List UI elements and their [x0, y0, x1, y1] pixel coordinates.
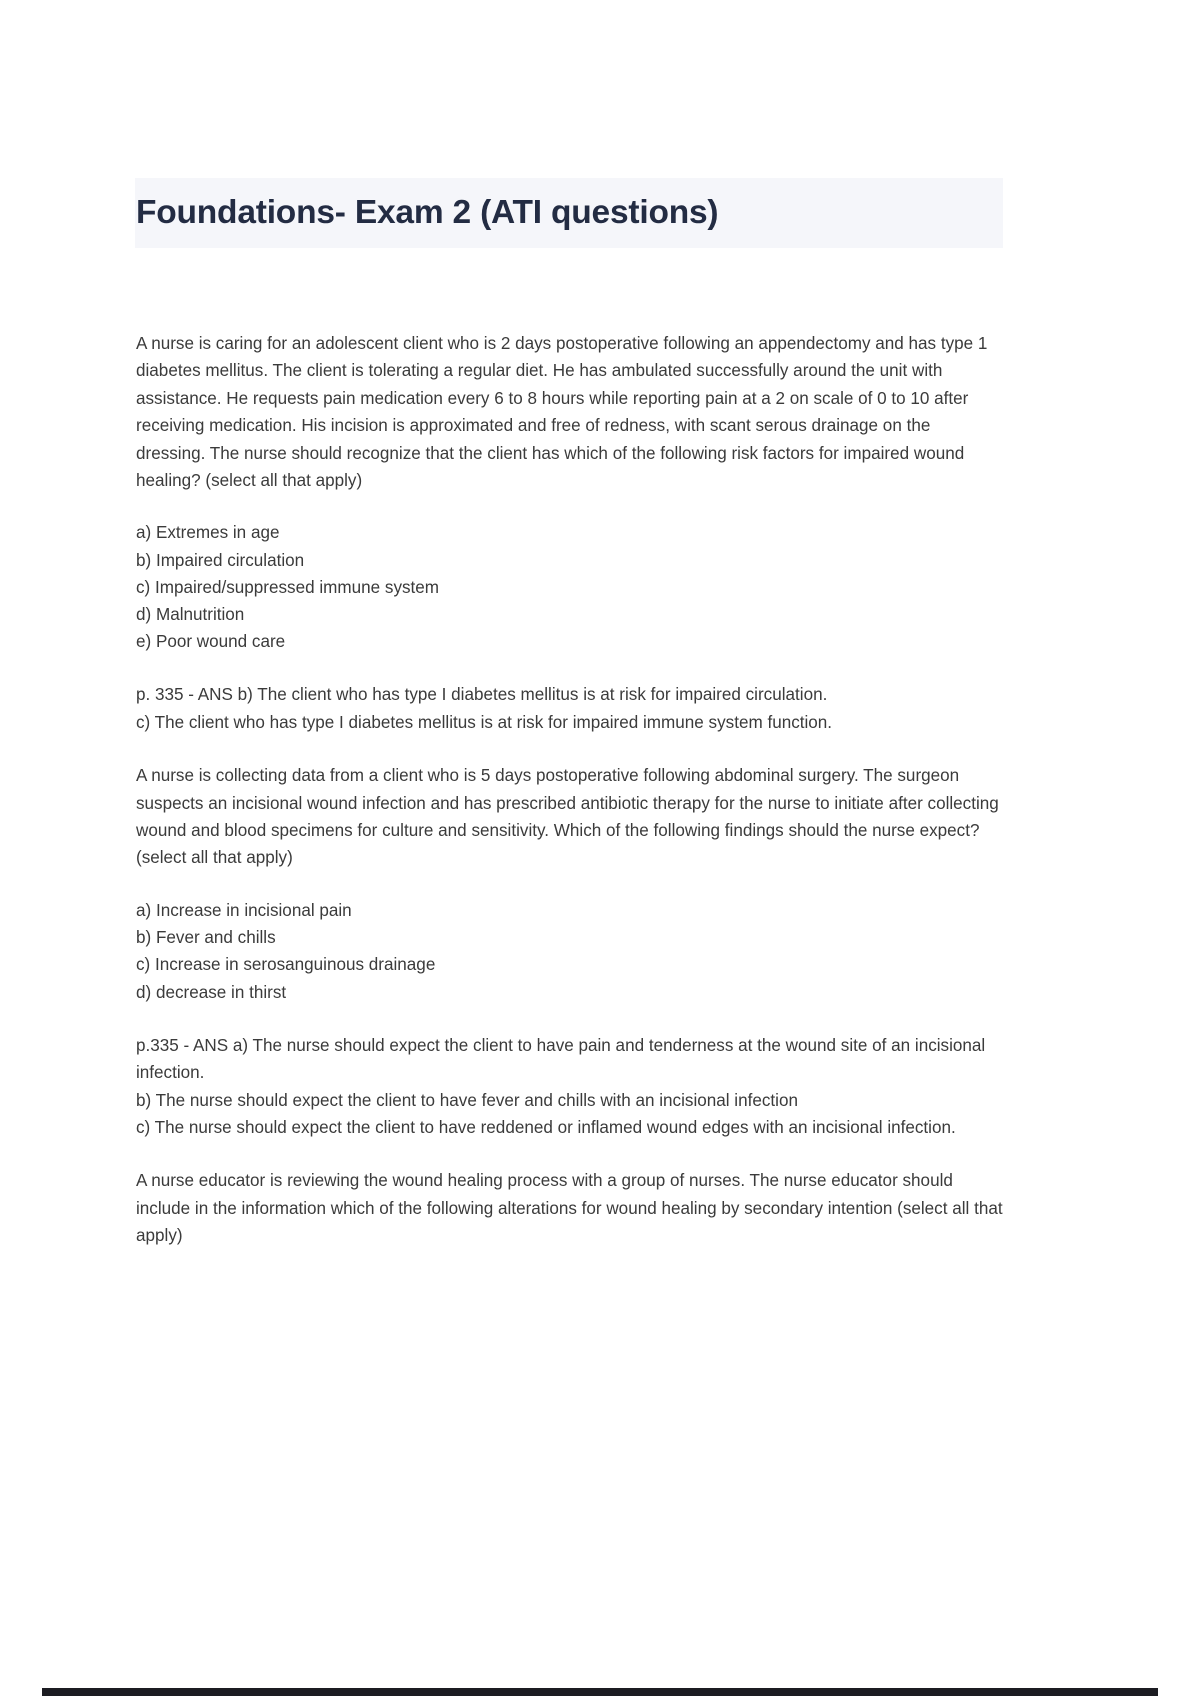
list-item: d) Malnutrition — [136, 605, 245, 625]
question-1-options — [136, 519, 1004, 655]
answer-line: b) The nurse should expect the client to have fever and chills with an incisional infection — [136, 1090, 798, 1110]
footer-bar — [42, 1688, 1158, 1696]
answer-line: p. 335 - ANS b) The client who has type I diabetes mellitus is at risk for impaired circulation. — [136, 685, 828, 705]
spacer — [136, 1006, 1004, 1032]
spacer — [136, 655, 1004, 681]
answer-line: p.335 - ANS a) The nurse should expect the client to have pain and tenderness at the wound site of an incisional infection. — [136, 1035, 986, 1083]
question-2-options — [136, 897, 1004, 1006]
question-1-stem: A nurse is caring for an adolescent client who is 2 days postoperative following an appendectomy and has type 1 diabetes mellitus. The client is tolerating a regular diet. He has ambulated successfully around the unit with assistance. He requests pain medication every 6 to 8 hours while reporting pain at a 2 on scale of 0 to 10 after receiving medication. His incision is approximated and free of redness, with scant serous drainage on the dressing. The nurse should recognize that the client has which of the following risk factors for impaired wound healing? (select all that apply) — [136, 334, 988, 491]
answer-line: c) The nurse should expect the client to have reddened or inflamed wound edges with an incisional infection. — [136, 1117, 956, 1137]
list-item: e) Poor wound care — [136, 632, 286, 652]
question-2-stem: A nurse is collecting data from a client who is 5 days postoperative following abdominal surgery. The surgeon suspects an incisional wound infection and has prescribed antibiotic therapy for the nurse to initiate after collecting wound and blood specimens for culture and sensitivity. Which of the following findings should the nurse expect? (select all that apply) — [136, 766, 999, 868]
list-item: d) decrease in thirst — [136, 982, 287, 1002]
document-body — [136, 330, 1004, 1250]
list-item: b) Fever and chills — [136, 928, 276, 948]
question-2-answer — [136, 1032, 1004, 1142]
list-item: b) Impaired circulation — [136, 550, 305, 570]
spacer — [136, 494, 1004, 519]
spacer — [136, 872, 1004, 897]
list-item: a) Increase in incisional pain — [136, 900, 352, 920]
page-title: Foundations- Exam 2 (ATI questions) — [136, 194, 719, 231]
list-item: c) Impaired/suppressed immune system — [136, 577, 440, 597]
spacer — [136, 1141, 1004, 1167]
question-3-stem: A nurse educator is reviewing the wound healing process with a group of nurses. The nurse educator should include in the information which of the following alterations for wound healing by secondary intention (select all that apply) — [136, 1171, 1003, 1246]
answer-line: c) The client who has type I diabetes mellitus is at risk for impaired immune system function. — [136, 712, 833, 732]
question-1-answer — [136, 681, 1004, 736]
list-item: c) Increase in serosanguinous drainage — [136, 955, 436, 975]
list-item: a) Extremes in age — [136, 523, 280, 543]
spacer — [136, 736, 1004, 762]
